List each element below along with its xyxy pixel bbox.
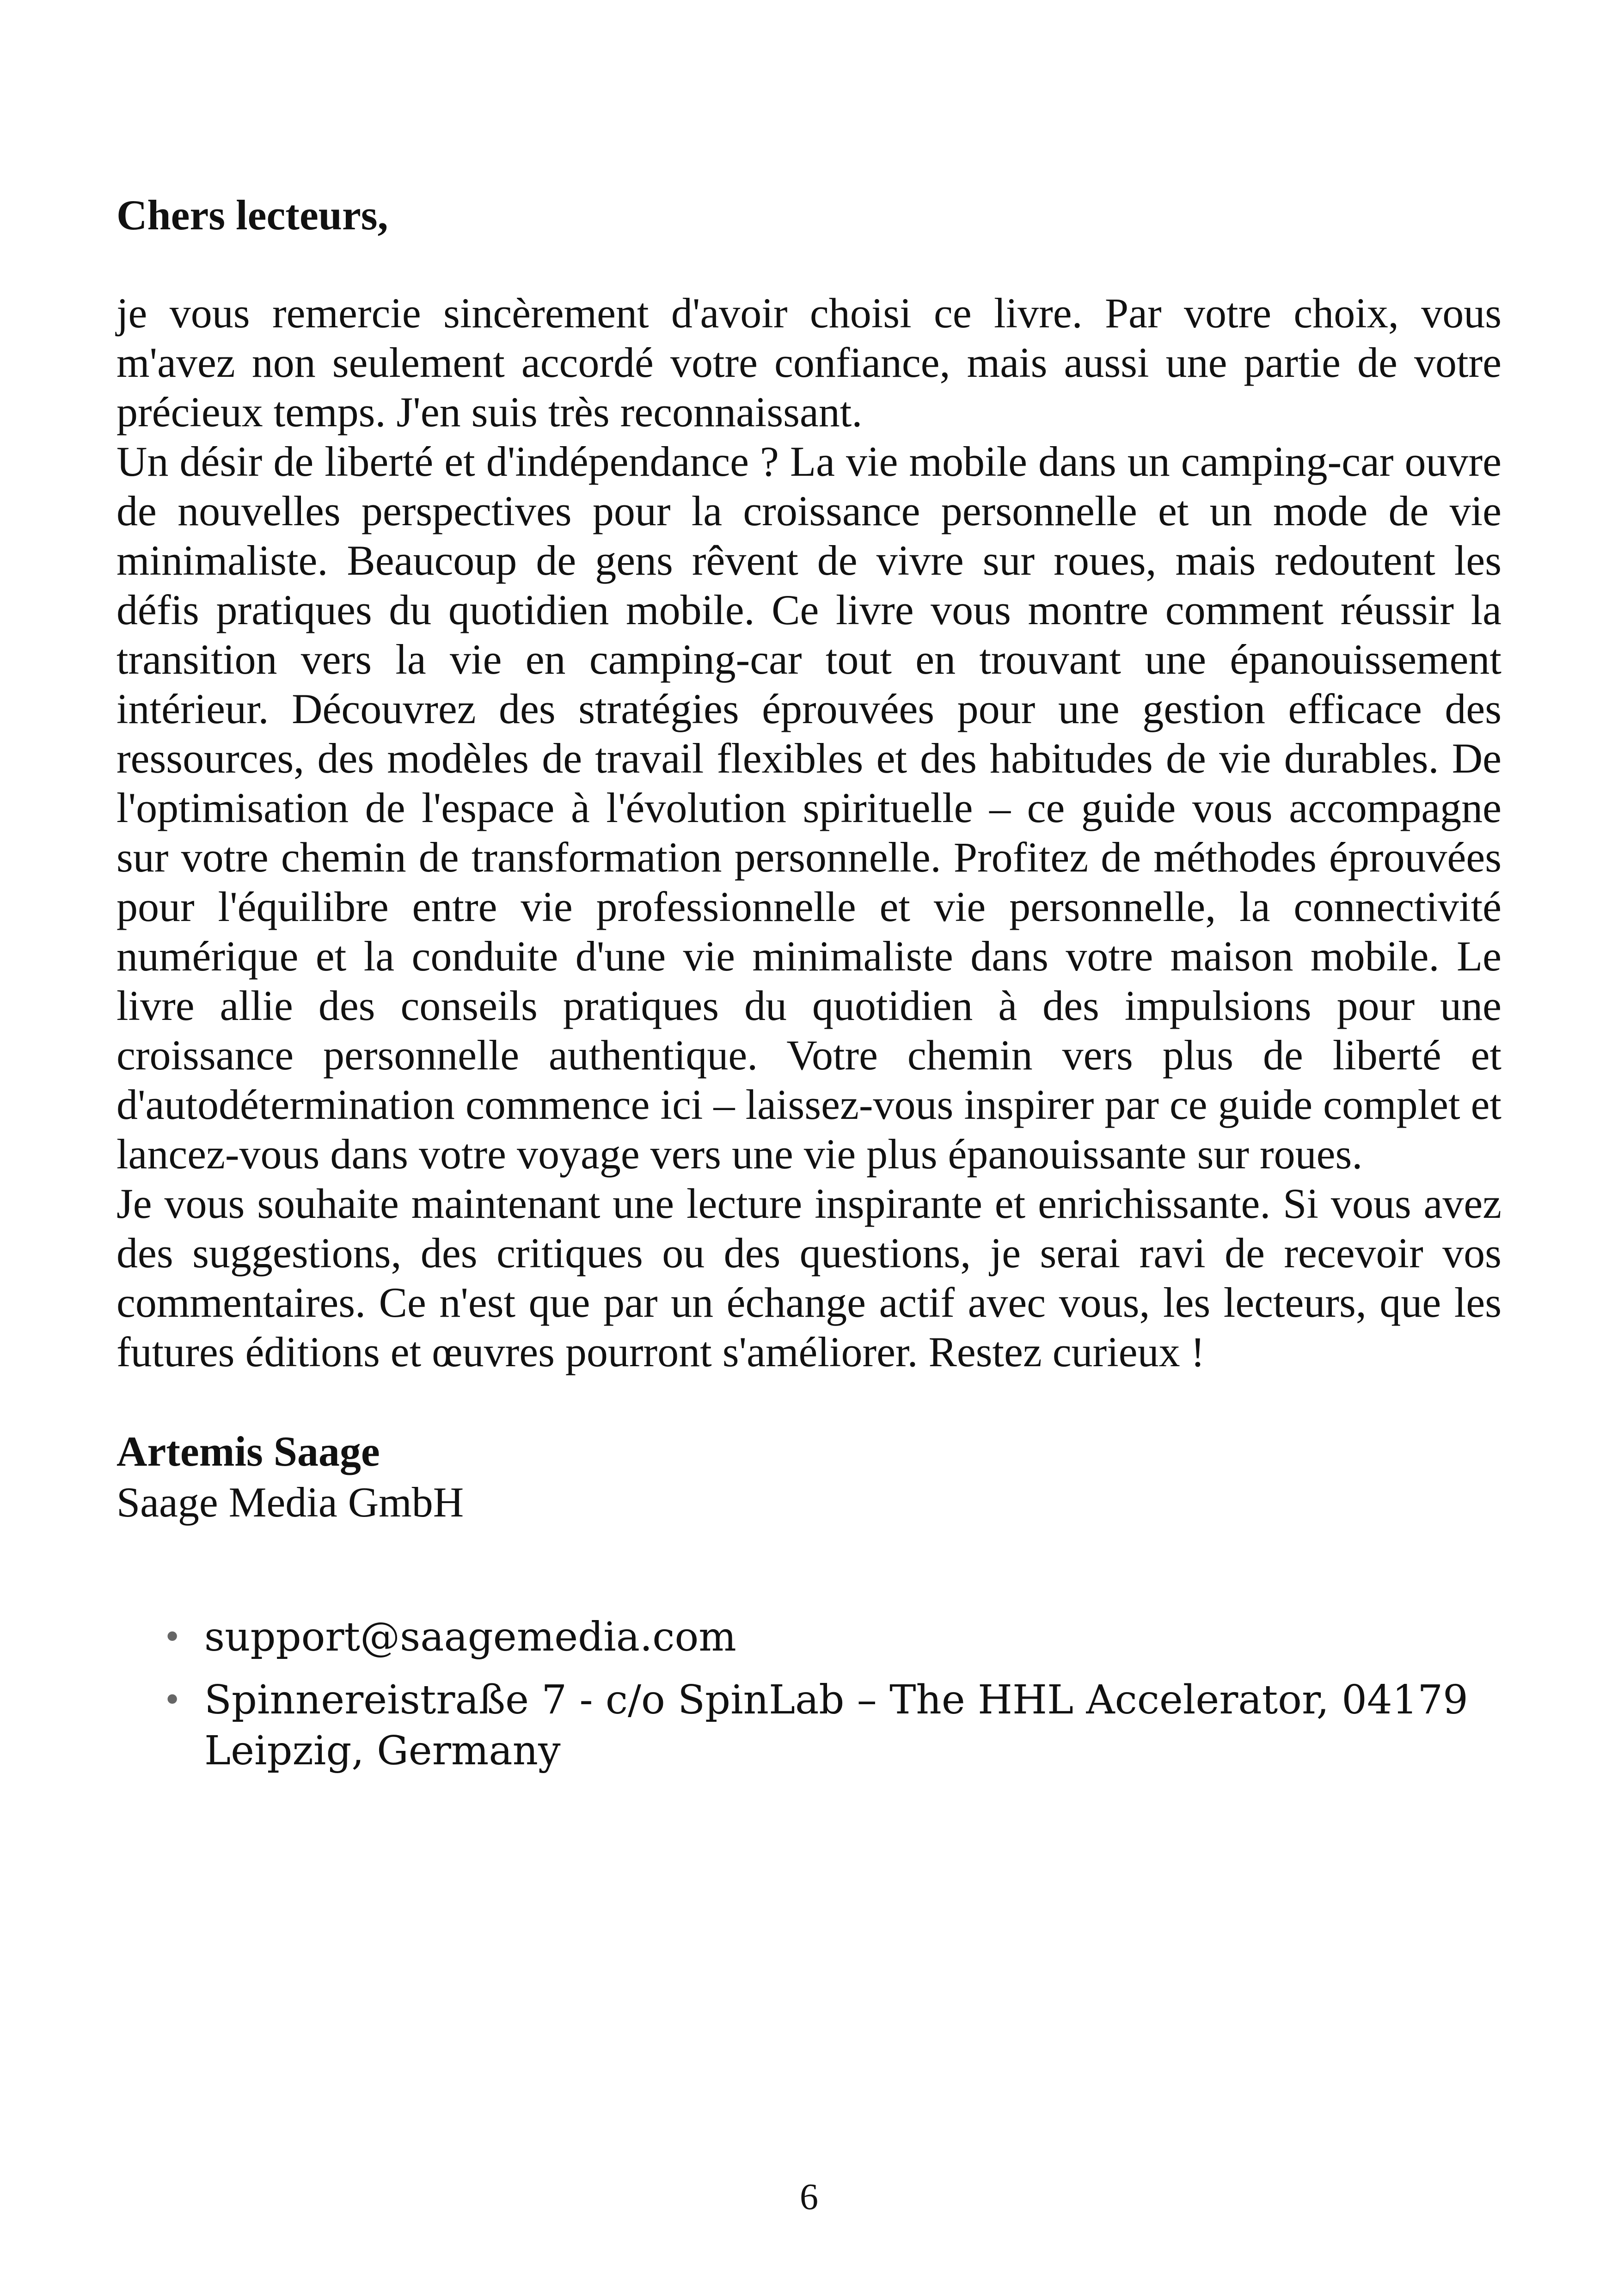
bullet-icon: •: [163, 1681, 182, 1719]
paragraph-book-summary: Un désir de liberté et d'indépendance ? La vie mobile dans un camping-car ouvre de nouvelles perspectives pour la croissance personnelle et un mode de vie minimaliste. Beaucoup de gens rêvent de vivre sur roues, mais redoutent les défis pratiques du quotidien mobile. Ce livre vous montre comment réussir la transition vers la vie en camping-car tout en trouvant une épanouissement intérieur. Découvrez des stratégies éprouvées pour une gestion efficace des ressources, des modèles de travail flexibles et des habitudes de vie durables. De l'optimisation de l'espace à l'évolution spirituelle – ce guide vous accompagne sur votre chemin de transformation personnelle. Profitez de méthodes éprouvées pour l'équilibre entre vie professionnelle et vie personnelle, la connectivité numérique et la conduite d'une vie minimaliste dans votre maison mobile. Le livre allie des conseils pratiques du quotidien à des impulsions pour une croissance personnelle authentique. Votre chemin vers plus de liberté et d'autodétermination commence ici – laissez-vous inspirer par ce guide complet et lancez-vous dans votre voyage vers une vie plus épanouissante sur roues.: [116, 438, 1502, 1178]
signature-block: [116, 1426, 1502, 1528]
paragraph-thanks: je vous remercie sincèrement d'avoir choisi ce livre. Par votre choix, vous m'avez non seulement accordé votre confiance, mais aussi une partie de votre précieux temps. J'en suis très reconnaissant.: [116, 289, 1502, 436]
company-name: Saage Media GmbH: [116, 1479, 464, 1526]
contact-list: [116, 1612, 1502, 1776]
bullet-icon: •: [163, 1618, 182, 1656]
page-number: 6: [800, 2177, 818, 2217]
salutation: Chers lecteurs,: [116, 191, 388, 239]
contact-address-text: Spinnereistraße 7 - c/o SpinLab – The HHL Accelerator, 04179 Leipzig, Germany: [204, 1677, 1468, 1774]
paragraph-closing: Je vous souhaite maintenant une lecture inspirante et enrichissante. Si vous avez des suggestions, des critiques ou des questions, je serai ravi de recevoir vos commentaires. Ce n'est que par un échange actif avec vous, les lecteurs, que les futures éditions et œuvres pourront s'améliorer. Restez curieux !: [116, 1180, 1502, 1375]
letter-content: [116, 190, 1502, 1788]
contact-address: [116, 1675, 1502, 1776]
contact-email: [116, 1612, 1502, 1663]
author-name: Artemis Saage: [116, 1428, 380, 1475]
letter-body: [116, 289, 1502, 1377]
contact-email-text: support@saagemedia.com: [204, 1614, 736, 1660]
